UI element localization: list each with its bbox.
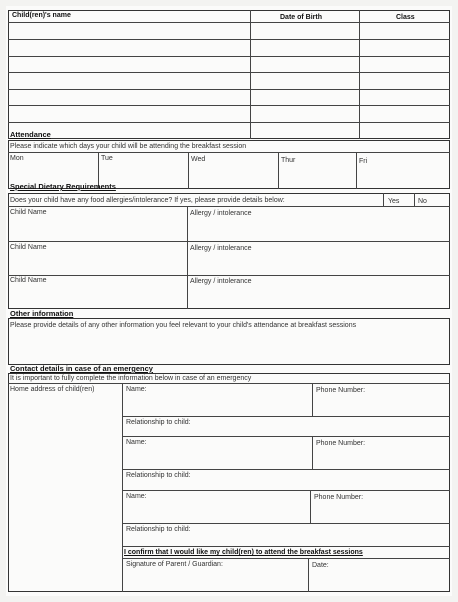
table-row[interactable] bbox=[8, 56, 450, 57]
table-divider bbox=[359, 10, 360, 139]
address-divider bbox=[122, 383, 123, 592]
table-row[interactable] bbox=[8, 39, 450, 40]
class-header: Class bbox=[396, 14, 415, 21]
date-label[interactable]: Date: bbox=[312, 562, 329, 569]
date-divider bbox=[308, 558, 309, 592]
emergency-rule bbox=[8, 383, 450, 384]
contact-name-label[interactable]: Name: bbox=[126, 386, 147, 393]
childrens-name-header: Child(ren)'s name bbox=[12, 12, 71, 19]
emergency-title: Contact details in case of an emergency bbox=[10, 364, 153, 373]
dietary-row-rule bbox=[8, 275, 450, 276]
allergy-label[interactable]: Allergy / intolerance bbox=[190, 245, 252, 252]
allergy-divider bbox=[187, 206, 188, 309]
emergency-note: It is important to fully complete the information below in case of an emergency bbox=[10, 375, 252, 382]
day-divider bbox=[278, 152, 279, 189]
phone-divider bbox=[312, 383, 313, 416]
relationship-label[interactable]: Relationship to child: bbox=[126, 419, 191, 426]
attendance-rule bbox=[8, 152, 450, 153]
contact-phone-label[interactable]: Phone Number: bbox=[314, 494, 364, 501]
contact-rule bbox=[122, 416, 450, 417]
contact-rule bbox=[122, 469, 450, 470]
children-table bbox=[8, 10, 450, 139]
child-name-label[interactable]: Child Name bbox=[10, 209, 47, 216]
no-divider bbox=[414, 193, 415, 206]
relationship-label[interactable]: Relationship to child: bbox=[126, 472, 191, 479]
dietary-title: Special Dietary Requirements bbox=[10, 182, 116, 191]
attendance-title: Attendance bbox=[10, 130, 51, 139]
yes-option[interactable]: Yes bbox=[388, 198, 400, 205]
confirmation-rule bbox=[122, 558, 450, 559]
emergency-table bbox=[8, 373, 450, 592]
form-sheet bbox=[6, 6, 452, 596]
day-divider bbox=[188, 152, 189, 189]
dietary-question: Does your child have any food allergies/intolerance? If yes, please provide details below: bbox=[10, 197, 285, 204]
allergy-label[interactable]: Allergy / intolerance bbox=[190, 210, 252, 217]
contact-rule bbox=[122, 523, 450, 524]
table-row[interactable] bbox=[8, 72, 450, 73]
header-rule bbox=[8, 22, 450, 23]
other-prompt: Please provide details of any other information you feel relevant to your child's attendance at breakfast sessions bbox=[10, 322, 357, 329]
allergy-label[interactable]: Allergy / intolerance bbox=[190, 278, 252, 285]
phone-divider bbox=[310, 490, 311, 523]
day-wed[interactable]: Wed bbox=[191, 156, 206, 163]
contact-phone-label[interactable]: Phone Number: bbox=[316, 387, 366, 394]
table-row[interactable] bbox=[8, 122, 450, 123]
dietary-rule bbox=[8, 206, 450, 207]
contact-name-label[interactable]: Name: bbox=[126, 439, 147, 446]
day-tue[interactable]: Tue bbox=[101, 155, 113, 162]
table-row[interactable] bbox=[8, 89, 450, 90]
child-name-label[interactable]: Child Name bbox=[10, 244, 47, 251]
yes-divider bbox=[383, 193, 384, 206]
date-of-birth-header: Date of Birth bbox=[280, 14, 322, 21]
confirmation-statement: I confirm that I would like my child(ren) to attend the breakfast sessions bbox=[124, 549, 363, 556]
day-divider bbox=[356, 152, 357, 189]
day-fri[interactable]: Fri bbox=[359, 158, 368, 165]
day-thur[interactable]: Thur bbox=[281, 157, 296, 164]
table-row[interactable] bbox=[8, 105, 450, 106]
contact-rule bbox=[122, 546, 450, 547]
child-name-label[interactable]: Child Name bbox=[10, 277, 47, 284]
contact-phone-label[interactable]: Phone Number: bbox=[316, 440, 366, 447]
other-title: Other information bbox=[10, 309, 74, 318]
contact-rule bbox=[122, 436, 450, 437]
phone-divider bbox=[312, 436, 313, 469]
contact-rule bbox=[122, 490, 450, 491]
relationship-label[interactable]: Relationship to child: bbox=[126, 526, 191, 533]
dietary-row-rule bbox=[8, 241, 450, 242]
attendance-instruction: Please indicate which days your child will be attending the breakfast session bbox=[10, 143, 247, 150]
contact-name-label[interactable]: Name: bbox=[126, 493, 147, 500]
no-option[interactable]: No bbox=[418, 198, 427, 205]
signature-label[interactable]: Signature of Parent / Guardian: bbox=[126, 561, 223, 568]
day-mon[interactable]: Mon bbox=[10, 155, 24, 162]
table-divider bbox=[250, 10, 251, 139]
home-address-label[interactable]: Home address of child(ren) bbox=[10, 386, 95, 393]
